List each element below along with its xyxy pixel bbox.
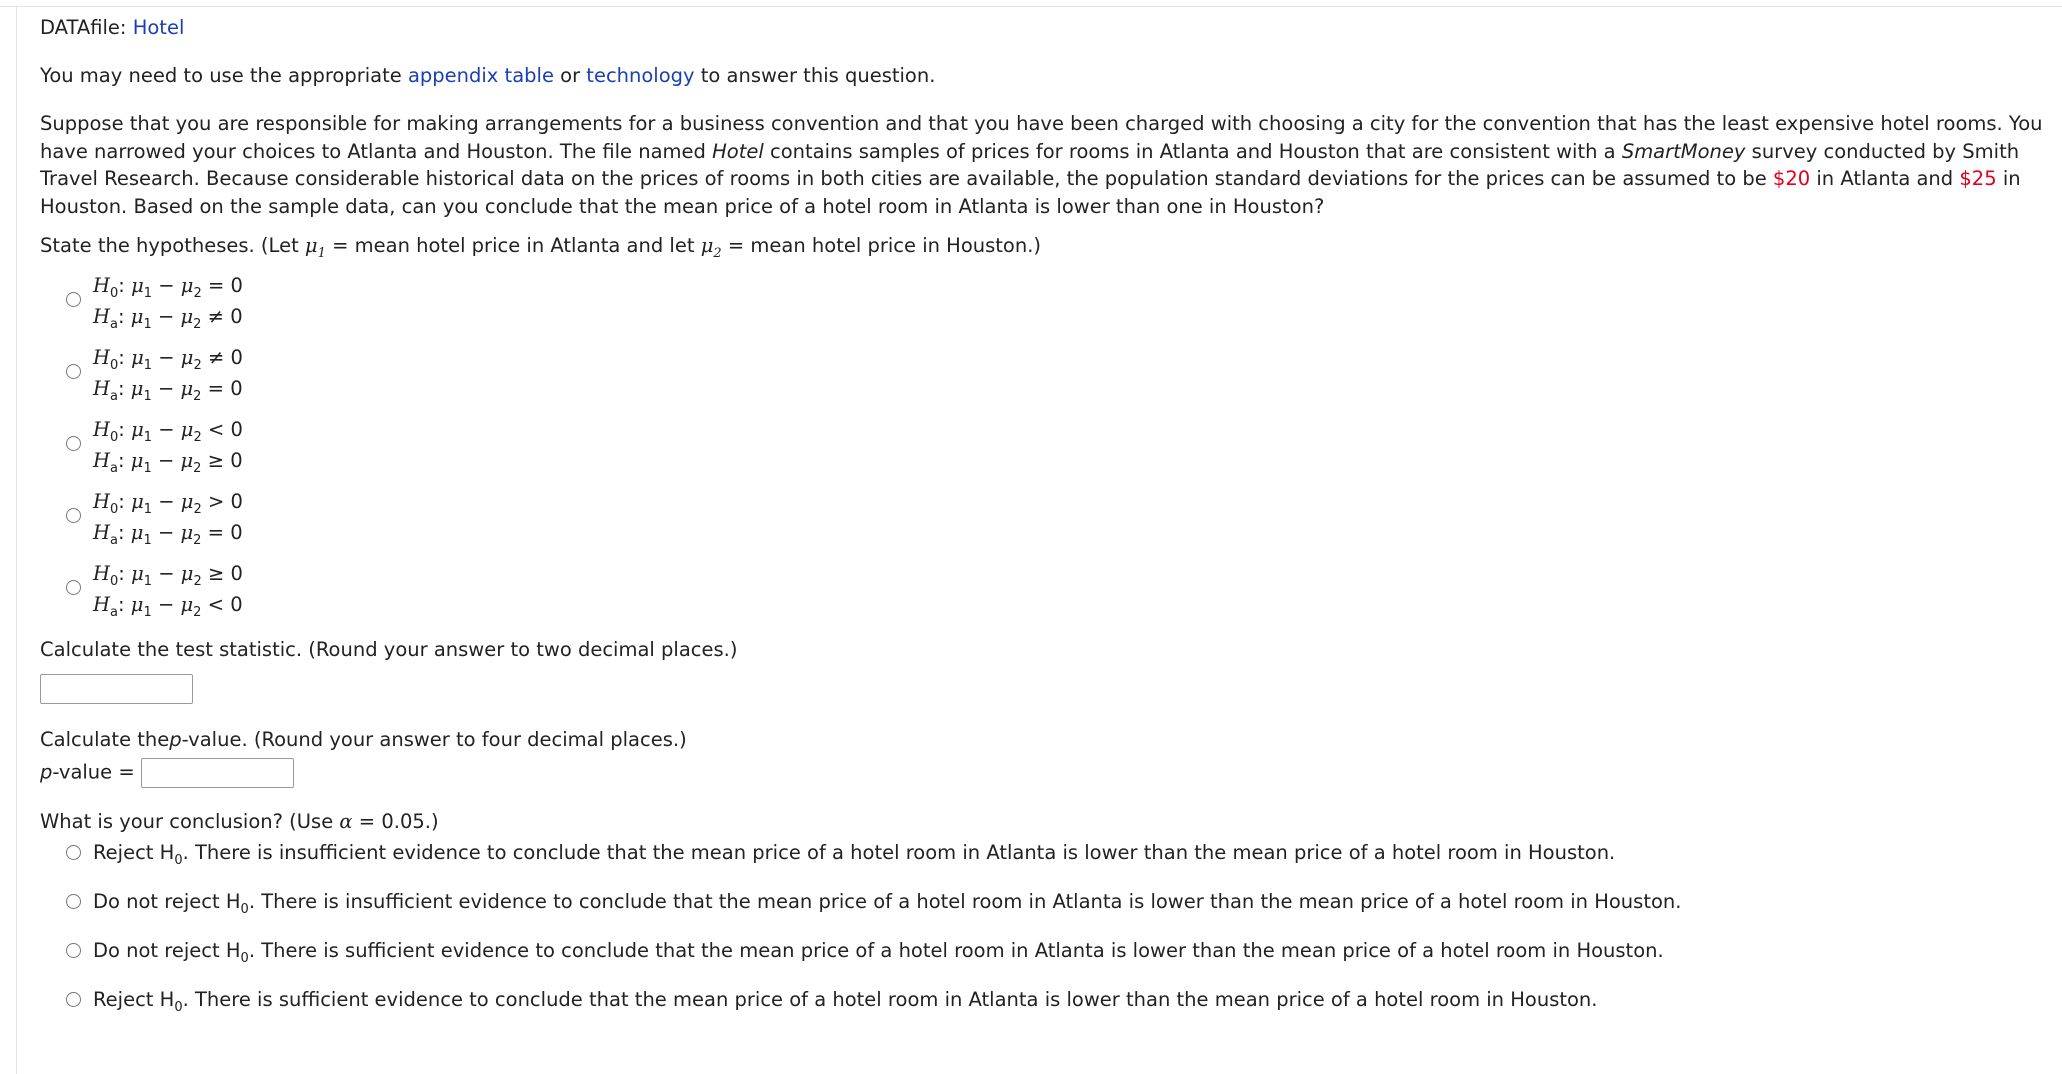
prompt-text: = mean hotel price in Houston.) — [727, 234, 1042, 257]
conclusion-text: Reject $H_0$. There is sufficient evidence to conclude that the mean price of a hotel room in Atlanta is lower than the mean price of a hotel room in Houston. — [93, 988, 1598, 1015]
problem-statement — [40, 110, 2050, 220]
conclusion-radio-2[interactable] — [66, 894, 81, 909]
hypothesis-line: $H_0$: $\mu_1 - \mu_2 \ge 0$ — [93, 562, 243, 589]
hypothesis-option-5[interactable] — [40, 556, 2050, 628]
hypothesis-line: $H_a$: $\mu_1 - \mu_2 \ge 0$ — [93, 449, 243, 476]
hypotheses-prompt — [40, 232, 2050, 260]
hypothesis-line: $H_a$: $\mu_1 - \mu_2 \ne 0$ — [93, 305, 243, 332]
conclusion-option-4[interactable] — [40, 985, 2050, 1034]
top-divider — [0, 6, 2062, 7]
hypothesis-line: $H_0$: $\mu_1 - \mu_2 < 0$ — [93, 418, 243, 445]
hypothesis-line: $H_a$: $\mu_1 - \mu_2 = 0$ — [93, 521, 243, 548]
problem-text: in Houston. Based on the sample data, can you conclude that the mean price of a hotel room in Atlanta is lower than one in Houston? — [40, 167, 2021, 218]
hypotheses-options — [40, 268, 2050, 628]
conclusion-text: Reject $H_0$. There is insufficient evidence to conclude that the mean price of a hotel room in Atlanta is lower than the mean price of a hotel room in Houston. — [93, 841, 1616, 868]
hypothesis-line: $H_a$: $\mu_1 - \mu_2 = 0$ — [93, 377, 243, 404]
hypothesis-line: $H_a$: $\mu_1 - \mu_2 < 0$ — [93, 593, 243, 620]
problem-text: in Atlanta and — [1816, 167, 1954, 190]
hypothesis-pair — [93, 414, 243, 476]
pvalue-label: -value = — [52, 760, 135, 784]
technology-link[interactable]: technology — [586, 64, 695, 87]
alpha-symbol: α — [339, 810, 353, 833]
problem-text: Suppose that you are responsible for making arrangements for a business convention and that you have been charged with choosing a city for the convention that has the least expensive hotel rooms. You have narrowed your choices to Atlanta and Houston. The file named — [40, 112, 2043, 163]
appendix-table-link[interactable]: appendix table — [407, 64, 554, 87]
hypothesis-option-3[interactable] — [40, 412, 2050, 484]
problem-text: contains samples of prices for rooms in Atlanta and Houston that are consistent with a — [770, 139, 1616, 163]
prompt-text: State the hypotheses. (Let — [40, 234, 299, 257]
prompt-text: What is your conclusion? (Use — [40, 810, 334, 833]
datafile-label: DATAfile: — [40, 16, 127, 39]
prompt-text: Calculate the — [40, 728, 170, 751]
pvalue-prompt — [40, 726, 2050, 754]
pvalue-label-p: p — [40, 760, 53, 784]
mu-symbol: $\mu_1$ — [304, 234, 326, 261]
conclusion-option-2[interactable] — [40, 887, 2050, 936]
conclusion-prompt — [40, 808, 2050, 836]
conclusion-options — [40, 838, 2050, 1034]
hypothesis-radio-2[interactable] — [66, 364, 81, 379]
conclusion-radio-4[interactable] — [66, 992, 81, 1007]
hypothesis-option-1[interactable] — [40, 268, 2050, 340]
hypothesis-pair — [93, 486, 243, 548]
survey-name: SmartMoney — [1621, 139, 1746, 163]
datafile-line — [40, 14, 2050, 42]
prompt-text: -value. (Round your answer to four decimal places.) — [181, 728, 687, 751]
hypothesis-line: $H_0$: $\mu_1 - \mu_2 \ne 0$ — [93, 346, 243, 373]
conclusion-radio-3[interactable] — [66, 943, 81, 958]
hypothesis-line: $H_0$: $\mu_1 - \mu_2 = 0$ — [93, 274, 243, 301]
hypothesis-line: $H_0$: $\mu_1 - \mu_2 > 0$ — [93, 490, 243, 517]
hypothesis-radio-1[interactable] — [66, 292, 81, 307]
pvalue-input[interactable] — [141, 758, 294, 788]
hypothesis-radio-3[interactable] — [66, 436, 81, 451]
sd-houston-value: $25 — [1959, 167, 1997, 190]
file-name-hotel: Hotel — [712, 139, 764, 163]
conclusion-text: Do not reject $H_0$. There is insufficient evidence to conclude that the mean price of a hotel room in Atlanta is lower than the mean price of a hotel room in Houston. — [93, 890, 1682, 917]
conclusion-text: Do not reject $H_0$. There is sufficient evidence to conclude that the mean price of a hotel room in Atlanta is lower than the mean price of a hotel room in Houston. — [93, 939, 1664, 966]
hypothesis-radio-5[interactable] — [66, 580, 81, 595]
pvalue-row — [40, 758, 2050, 788]
intro-text: You may need to use the appropriate — [40, 64, 402, 87]
test-statistic-input[interactable] — [40, 674, 193, 704]
hypothesis-pair — [93, 558, 243, 620]
conclusion-radio-1[interactable] — [66, 845, 81, 860]
mu-symbol: $\mu_2$ — [700, 234, 722, 261]
intro-line — [40, 62, 2050, 90]
p-italic: p — [169, 728, 182, 751]
hypothesis-pair — [93, 342, 243, 404]
conclusion-option-1[interactable] — [40, 838, 2050, 887]
test-statistic-prompt: Calculate the test statistic. (Round your answer to two decimal places.) — [40, 638, 738, 661]
prompt-text: = 0.05.) — [358, 810, 439, 833]
hypothesis-pair — [93, 270, 243, 332]
question-content — [40, 14, 2050, 1034]
prompt-text: = mean hotel price in Atlanta and let — [332, 234, 695, 257]
conclusion-option-3[interactable] — [40, 936, 2050, 985]
hypothesis-radio-4[interactable] — [66, 508, 81, 523]
problem-text: survey conducted by Smith Travel Research. Because considerable historical data on the prices of rooms in both cities are available, the population standard deviations for the prices can be assumed to be — [40, 139, 2020, 190]
intro-text-or: or — [560, 64, 581, 87]
hypothesis-option-2[interactable] — [40, 340, 2050, 412]
intro-text-end: to answer this question. — [700, 64, 936, 87]
left-divider — [16, 6, 17, 1074]
hypothesis-option-4[interactable] — [40, 484, 2050, 556]
sd-atlanta-value: $20 — [1772, 167, 1811, 190]
datafile-hotel-link[interactable]: Hotel — [132, 16, 185, 39]
